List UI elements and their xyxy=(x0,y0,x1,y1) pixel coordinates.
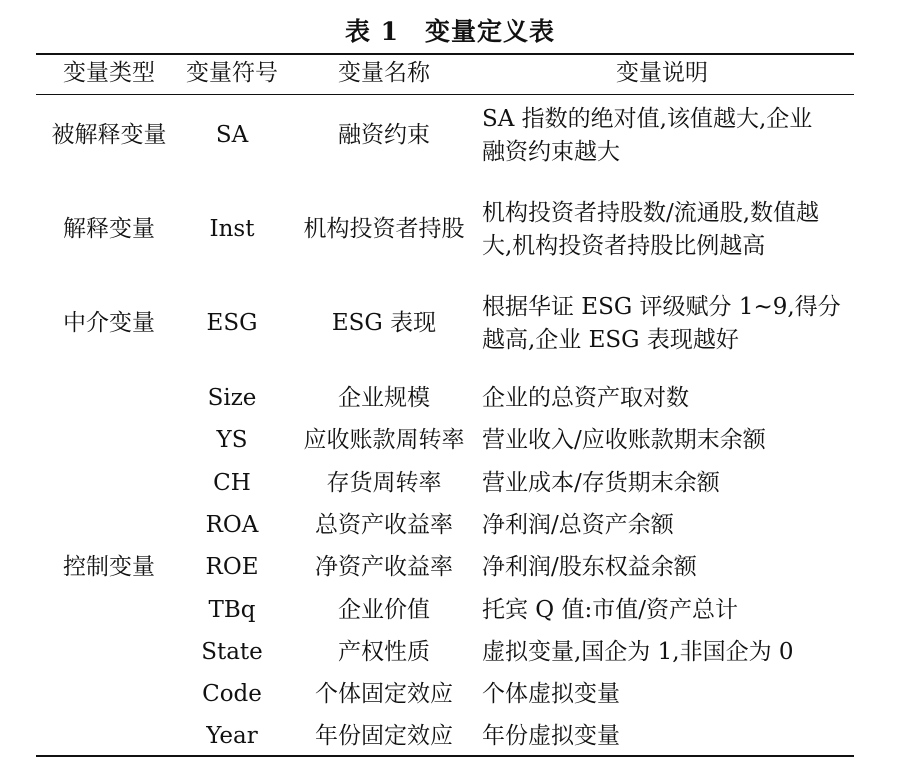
var-symbol: TBq xyxy=(208,597,256,623)
var-desc: 净利润/股东权益余额 xyxy=(482,554,697,580)
var-name: 总资产收益率 xyxy=(315,512,453,538)
var-desc-line: 大,机构投资者持股比例越高 xyxy=(482,233,766,259)
var-symbol: State xyxy=(201,639,263,665)
var-desc: 营业成本/存货期末余额 xyxy=(482,470,720,496)
header-desc: 变量说明 xyxy=(616,60,708,86)
var-desc: 企业的总资产取对数 xyxy=(482,385,689,411)
var-desc: 个体虚拟变量 xyxy=(482,681,620,707)
var-desc: 营业收入/应收账款期末余额 xyxy=(482,427,766,453)
var-symbol: YS xyxy=(216,427,248,453)
var-name: 个体固定效应 xyxy=(315,681,453,707)
var-name: 存货周转率 xyxy=(326,470,442,496)
var-desc-line: 越高,企业 ESG 表现越好 xyxy=(482,327,739,353)
var-symbol: CH xyxy=(213,470,251,496)
var-desc-line: 机构投资者持股数/流通股,数值越 xyxy=(482,200,820,226)
group-label-explanatory: 解释变量 xyxy=(63,216,155,242)
header-symbol: 变量符号 xyxy=(186,60,278,86)
table-title: 表 1 变量定义表 xyxy=(344,17,556,46)
header-type: 变量类型 xyxy=(63,60,155,86)
var-desc-line: SA 指数的绝对值,该值越大,企业 xyxy=(482,106,813,132)
var-symbol: Year xyxy=(206,723,258,749)
var-symbol: SA xyxy=(215,122,249,148)
var-name: 年份固定效应 xyxy=(315,723,453,749)
var-name: 产权性质 xyxy=(338,639,430,665)
var-symbol: ESG xyxy=(206,310,258,336)
var-desc-line: 融资约束越大 xyxy=(482,139,620,165)
var-desc: 托宾 Q 值:市值/资产总计 xyxy=(482,597,738,623)
var-symbol: Code xyxy=(202,681,262,707)
var-name: 净资产收益率 xyxy=(315,554,453,580)
var-desc xyxy=(482,291,854,357)
var-desc: 年份虚拟变量 xyxy=(482,723,620,749)
var-name: 融资约束 xyxy=(338,122,430,148)
top-rule xyxy=(36,53,854,55)
var-symbol: Size xyxy=(207,385,257,411)
var-desc xyxy=(482,103,854,169)
var-desc: 虚拟变量,国企为 1,非国企为 0 xyxy=(482,639,794,665)
var-name: ESG 表现 xyxy=(331,310,437,336)
var-name: 应收账款周转率 xyxy=(303,427,465,453)
var-symbol: ROA xyxy=(205,512,259,538)
var-name: 企业规模 xyxy=(338,385,430,411)
group-label-control: 控制变量 xyxy=(63,554,155,580)
var-symbol: Inst xyxy=(209,216,255,242)
group-label-dependent: 被解释变量 xyxy=(51,122,167,148)
bottom-rule xyxy=(36,755,854,757)
header-name: 变量名称 xyxy=(338,60,430,86)
var-name: 企业价值 xyxy=(338,597,430,623)
header-rule xyxy=(36,94,854,95)
var-desc-line: 根据华证 ESG 评级赋分 1~9,得分 xyxy=(482,294,841,320)
var-symbol: ROE xyxy=(205,554,259,580)
var-desc: 净利润/总资产余额 xyxy=(482,512,674,538)
var-name: 机构投资者持股 xyxy=(303,216,465,242)
group-label-mediator: 中介变量 xyxy=(63,310,155,336)
var-desc xyxy=(482,197,854,263)
